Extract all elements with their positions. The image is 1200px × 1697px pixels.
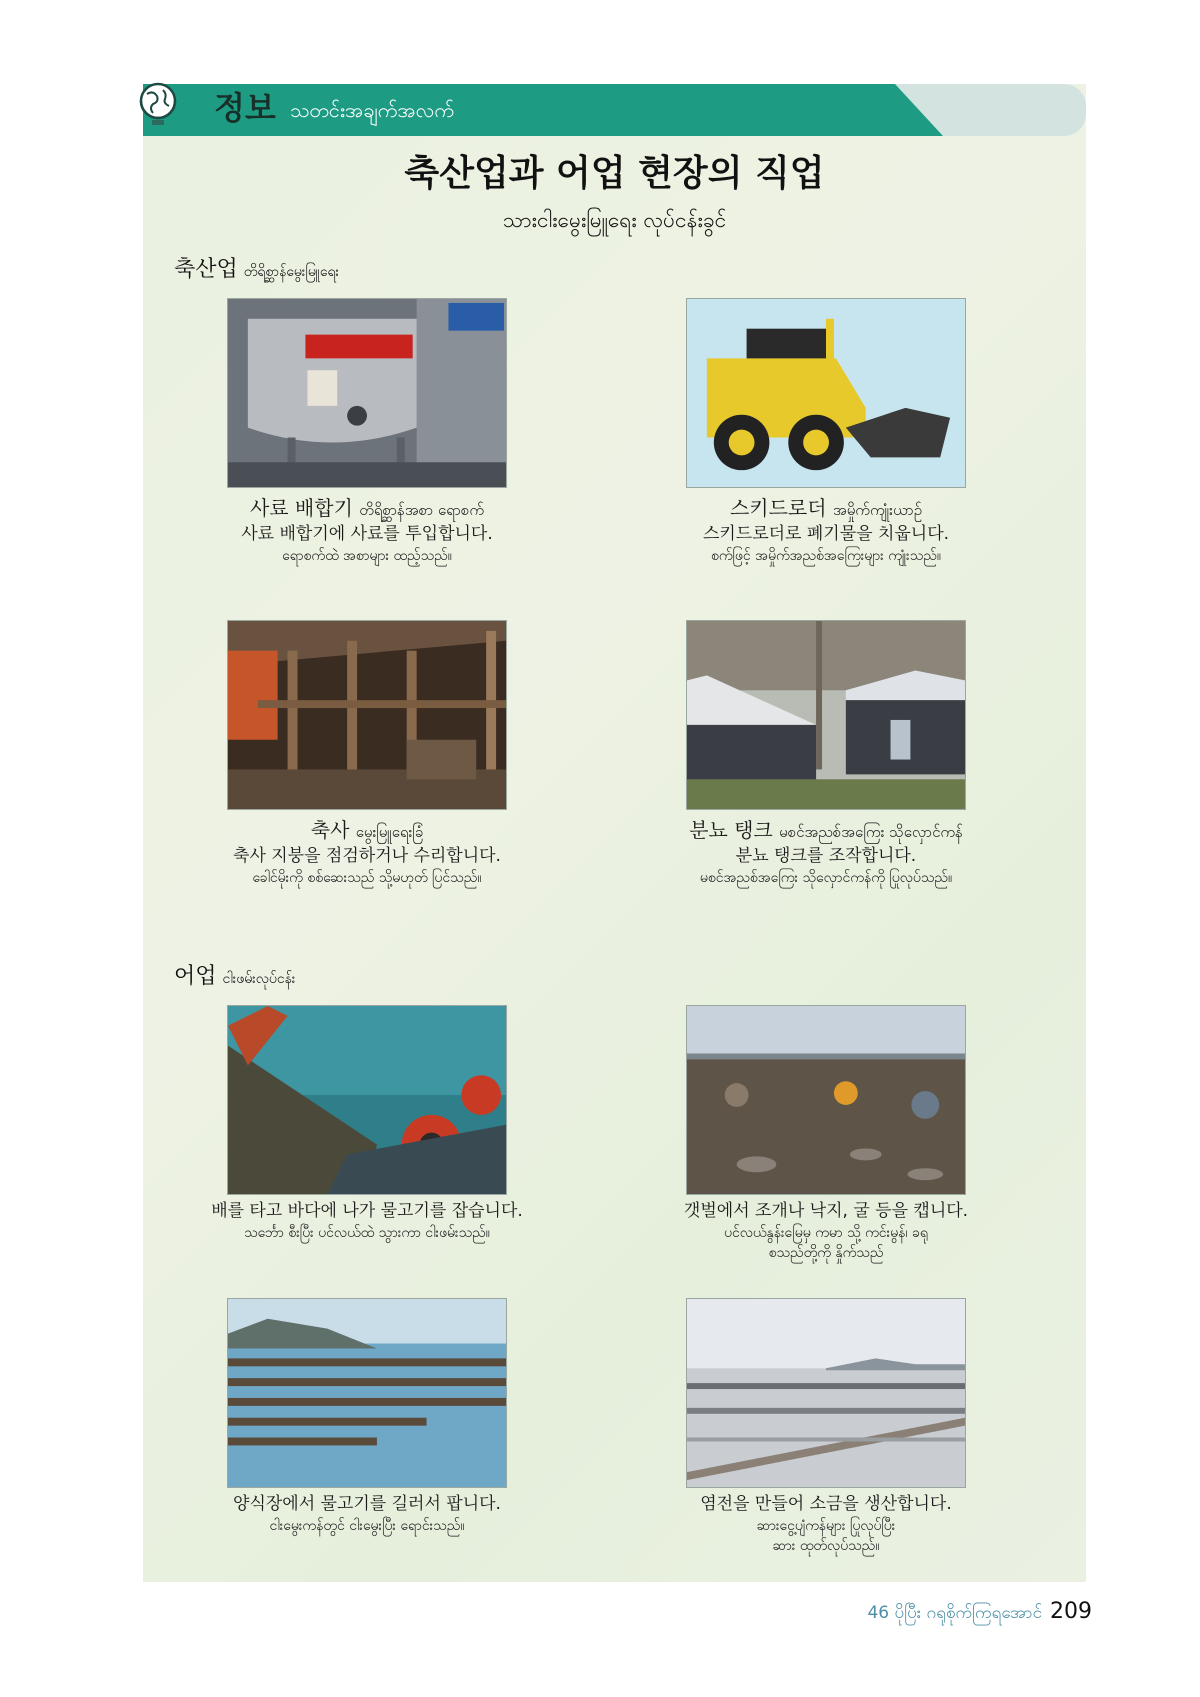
section-title: 어업	[174, 964, 217, 989]
section-title: 축산업	[174, 257, 238, 282]
page-footer	[867, 1598, 1092, 1627]
section-title-translation: တိရိစ္ဆာန်မွေးမြူရေး	[243, 264, 340, 280]
item-description-translation: ဆားငွေ့ပျံကန်များ ပြုလုပ်ပြီး	[756, 1518, 896, 1534]
item-title-translation: မွေးမြူရေးခြံ	[355, 823, 424, 841]
mudflat-photo	[686, 1005, 966, 1195]
fish-farm-photo	[227, 1298, 507, 1488]
chapter-title: 46 ပိုပြီး ဂရုစိုက်ကြရအောင်	[867, 1603, 1042, 1623]
caption-feed-mixer	[167, 496, 567, 566]
item-title-translation: မစင်အညစ်အကြေး သိုလှောင်ကန်	[779, 823, 963, 841]
page-number: 209	[1050, 1599, 1092, 1624]
item-description: 양식장에서 물고기를 길러서 팝니다.	[233, 1494, 501, 1514]
caption-fish-farm	[167, 1492, 567, 1536]
item-description-translation: ရောစက်ထဲ အစာများ ထည့်သည်။	[282, 548, 452, 564]
item-title-translation: တိရိစ္ဆာန်အစာ ရောစက်	[359, 501, 485, 519]
section-title-translation: ငါးဖမ်းလုပ်ငန်း	[222, 971, 296, 987]
skid-loader-photo	[686, 298, 966, 488]
item-description-translation: ပင်လယ်နွန်းမြေမှ ကမာ သို့ ကင်းမွန်၊ ခရု	[724, 1225, 928, 1241]
item-title: 스키드로더	[729, 496, 827, 520]
item-title-translation: အမှိုက်ကျုံးယာဉ်	[832, 501, 923, 519]
item-description: 사료 배합기에 사료를 투입합니다.	[241, 524, 493, 544]
page-subtitle: သားငါးမွေးမြူရေး လုပ်ငန်းခွင်	[502, 208, 727, 232]
item-description: 배를 타고 바다에 나가 물고기를 잡습니다.	[211, 1201, 523, 1221]
item-description: 갯벌에서 조개나 낙지, 굴 등을 캡니다.	[683, 1201, 969, 1221]
item-title: 사료 배합기	[249, 496, 353, 520]
manure-tank-photo	[686, 620, 966, 810]
item-description-translation: သင်္ဘော စီးပြီး ပင်လယ်ထဲ သွားကာ ငါးဖမ်းသည်။	[244, 1225, 490, 1241]
caption-fishing-boat	[167, 1199, 567, 1243]
caption-manure-tank	[626, 818, 1026, 888]
caption-skid-loader	[626, 496, 1026, 566]
item-description-translation-line2: စသည်တို့ကို နှိုက်သည်	[768, 1245, 884, 1261]
feed-mixer-photo	[227, 298, 507, 488]
livestock-barn-photo	[227, 620, 507, 810]
info-label-translation: သတင်းအချက်အလက်	[290, 98, 455, 122]
caption-salt-farm	[626, 1492, 1026, 1556]
info-label: 정보	[214, 89, 276, 127]
caption-mudflat	[626, 1199, 1026, 1263]
page-title: 축산업과 어업 현장의 직업	[404, 153, 825, 194]
item-title: 축사	[310, 818, 350, 842]
item-title: 분뇨 탱크	[689, 818, 773, 842]
item-description-translation: ငါးမွေးကန်တွင် ငါးမွေးပြီး ရောင်းသည်။	[269, 1518, 465, 1534]
item-description: 염전을 만들어 소금을 생산합니다.	[700, 1494, 952, 1514]
item-description-translation: ခေါင်မိုးကို စစ်ဆေးသည် သို့မဟုတ် ပြင်သည်။	[252, 870, 482, 886]
item-description-translation: စက်ဖြင့် အမှိုက်အညစ်အကြေးများ ကျုံးသည်။	[710, 548, 942, 564]
section-fishery	[174, 962, 295, 994]
section-livestock	[174, 255, 339, 287]
item-description: 스키드로더로 폐기물을 치웁니다.	[702, 524, 950, 544]
globe-icon	[137, 82, 179, 126]
item-description-translation-line2: ဆား ထုတ်လုပ်သည်။	[772, 1538, 880, 1554]
item-description: 분뇨 탱크를 조작합니다.	[735, 846, 917, 866]
item-description-translation: မစင်အညစ်အကြေး သိုလှောင်ကန်ကို ပြုလုပ်သည်။	[699, 870, 953, 886]
salt-farm-photo	[686, 1298, 966, 1488]
item-description: 축사 지붕을 점검하거나 수리합니다.	[233, 846, 501, 866]
caption-barn	[167, 818, 567, 888]
fishing-boat-photo	[227, 1005, 507, 1195]
